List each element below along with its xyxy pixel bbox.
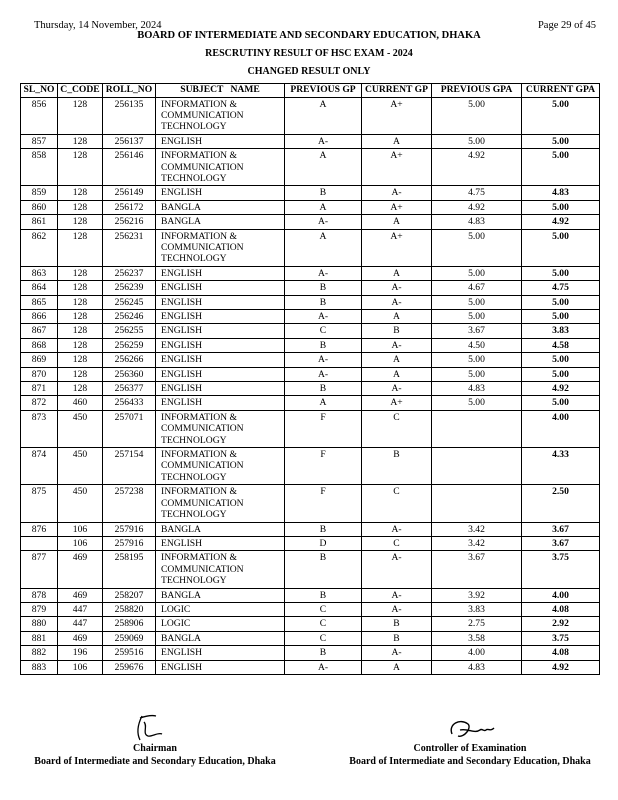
- table-row: [21, 485, 600, 522]
- table-row: [21, 588, 600, 602]
- c-code-cell: 128: [58, 382, 103, 396]
- c-code-cell: 128: [58, 215, 103, 229]
- previous-gp-cell: A-: [285, 215, 362, 229]
- table-row: [21, 200, 600, 214]
- current-gp-cell: A-: [362, 551, 432, 588]
- roll-no-cell: 256216: [103, 215, 156, 229]
- sl-no-cell: 868: [21, 338, 58, 352]
- previous-gpa-cell: 5.00: [432, 97, 522, 134]
- subject-cell: LOGIC: [156, 617, 285, 631]
- table-row: [21, 281, 600, 295]
- subject-cell: BANGLA: [156, 522, 285, 536]
- sl-no-cell: 863: [21, 266, 58, 280]
- previous-gp-cell: B: [285, 186, 362, 200]
- roll-no-cell: 257154: [103, 448, 156, 485]
- current-gp-cell: A-: [362, 588, 432, 602]
- roll-no-cell: 256377: [103, 382, 156, 396]
- roll-no-cell: 256266: [103, 353, 156, 367]
- c-code-cell: 469: [58, 551, 103, 588]
- table-row: [21, 97, 600, 134]
- subject-cell: INFORMATION & COMMUNICATION TECHNOLOGY: [156, 485, 285, 522]
- roll-no-cell: 258207: [103, 588, 156, 602]
- subject-cell: BANGLA: [156, 200, 285, 214]
- previous-gp-cell: A: [285, 396, 362, 410]
- previous-gp-cell: B: [285, 295, 362, 309]
- previous-gp-cell: A-: [285, 266, 362, 280]
- current-gp-cell: C: [362, 410, 432, 447]
- current-gp-cell: A: [362, 367, 432, 381]
- subject-cell: ENGLISH: [156, 186, 285, 200]
- current-gpa-cell: 5.00: [522, 295, 600, 309]
- current-gpa-cell: 4.08: [522, 646, 600, 660]
- current-gpa-cell: 4.33: [522, 448, 600, 485]
- c-code-cell: 106: [58, 522, 103, 536]
- previous-gpa-cell: 4.83: [432, 382, 522, 396]
- current-gp-cell: A+: [362, 396, 432, 410]
- current-gpa-cell: 4.08: [522, 602, 600, 616]
- sl-no-cell: 876: [21, 522, 58, 536]
- table-row: [21, 324, 600, 338]
- previous-gpa-cell: 5.00: [432, 266, 522, 280]
- previous-gp-cell: F: [285, 485, 362, 522]
- current-gp-cell: A+: [362, 149, 432, 186]
- subject-cell: ENGLISH: [156, 367, 285, 381]
- report-date: Thursday, 14 November, 2024: [34, 20, 162, 31]
- subject-cell: LOGIC: [156, 602, 285, 616]
- previous-gpa-cell: 4.83: [432, 215, 522, 229]
- current-gpa-cell: 5.00: [522, 229, 600, 266]
- previous-gp-cell: A: [285, 200, 362, 214]
- table-row: [21, 266, 600, 280]
- previous-gpa-cell: [432, 485, 522, 522]
- roll-no-cell: 256259: [103, 338, 156, 352]
- previous-gpa-cell: 4.00: [432, 646, 522, 660]
- table-row: [21, 631, 600, 645]
- subject-cell: INFORMATION & COMMUNICATION TECHNOLOGY: [156, 229, 285, 266]
- roll-no-cell: 259069: [103, 631, 156, 645]
- previous-gp-cell: B: [285, 522, 362, 536]
- c-code-cell: 128: [58, 97, 103, 134]
- roll-no-cell: 256245: [103, 295, 156, 309]
- table-row: [21, 338, 600, 352]
- subject-cell: INFORMATION & COMMUNICATION TECHNOLOGY: [156, 410, 285, 447]
- col-header-sl-no: SL_NO: [21, 84, 58, 98]
- roll-no-cell: 256172: [103, 200, 156, 214]
- current-gpa-cell: 5.00: [522, 353, 600, 367]
- subject-cell: BANGLA: [156, 215, 285, 229]
- previous-gpa-cell: 2.75: [432, 617, 522, 631]
- previous-gpa-cell: 3.58: [432, 631, 522, 645]
- current-gp-cell: B: [362, 617, 432, 631]
- previous-gpa-cell: 4.75: [432, 186, 522, 200]
- sl-no-cell: 875: [21, 485, 58, 522]
- current-gp-cell: A: [362, 660, 432, 674]
- previous-gpa-cell: 5.00: [432, 367, 522, 381]
- table-row: [21, 353, 600, 367]
- subject-cell: BANGLA: [156, 631, 285, 645]
- roll-no-cell: 256239: [103, 281, 156, 295]
- c-code-cell: 460: [58, 396, 103, 410]
- roll-no-cell: 256149: [103, 186, 156, 200]
- chairman-signature: [128, 712, 168, 744]
- previous-gpa-cell: 4.92: [432, 200, 522, 214]
- c-code-cell: 128: [58, 367, 103, 381]
- current-gpa-cell: 5.00: [522, 310, 600, 324]
- subject-cell: ENGLISH: [156, 396, 285, 410]
- chairman-block: [5, 742, 305, 768]
- current-gpa-cell: 3.75: [522, 551, 600, 588]
- subject-cell: ENGLISH: [156, 134, 285, 148]
- previous-gp-cell: A: [285, 97, 362, 134]
- current-gpa-cell: 3.67: [522, 522, 600, 536]
- roll-no-cell: 256146: [103, 149, 156, 186]
- c-code-cell: 128: [58, 338, 103, 352]
- col-header-c-code: C_CODE: [58, 84, 103, 98]
- col-header-current-gpa: CURRENT GPA: [522, 84, 600, 98]
- previous-gpa-cell: 4.83: [432, 660, 522, 674]
- col-header-subject-name: SUBJECT NAME: [156, 84, 285, 98]
- previous-gpa-cell: 3.83: [432, 602, 522, 616]
- current-gpa-cell: 3.67: [522, 536, 600, 550]
- previous-gpa-cell: 5.00: [432, 396, 522, 410]
- current-gp-cell: A-: [362, 646, 432, 660]
- exam-title: RESCRUTINY RESULT OF HSC EXAM - 2024: [205, 48, 413, 59]
- previous-gpa-cell: 3.42: [432, 522, 522, 536]
- previous-gpa-cell: 3.67: [432, 324, 522, 338]
- current-gp-cell: A: [362, 266, 432, 280]
- previous-gp-cell: A: [285, 149, 362, 186]
- subject-cell: ENGLISH: [156, 382, 285, 396]
- col-header-previous-gpa: PREVIOUS GPA: [432, 84, 522, 98]
- subject-cell: ENGLISH: [156, 266, 285, 280]
- sl-no-cell: 867: [21, 324, 58, 338]
- subject-cell: ENGLISH: [156, 281, 285, 295]
- roll-no-cell: 256246: [103, 310, 156, 324]
- previous-gpa-cell: 3.42: [432, 536, 522, 550]
- current-gpa-cell: 4.92: [522, 660, 600, 674]
- sl-no-cell: 878: [21, 588, 58, 602]
- table-row: [21, 522, 600, 536]
- c-code-cell: 447: [58, 602, 103, 616]
- previous-gp-cell: A-: [285, 660, 362, 674]
- subject-cell: ENGLISH: [156, 536, 285, 550]
- sl-no-cell: 858: [21, 149, 58, 186]
- previous-gp-cell: B: [285, 382, 362, 396]
- board-title: BOARD OF INTERMEDIATE AND SECONDARY EDUCATION, DHAKA: [137, 30, 481, 41]
- c-code-cell: 128: [58, 266, 103, 280]
- controller-signature: [446, 716, 498, 744]
- roll-no-cell: 257916: [103, 536, 156, 550]
- roll-no-cell: 258820: [103, 602, 156, 616]
- previous-gpa-cell: 3.67: [432, 551, 522, 588]
- sl-no-cell: 869: [21, 353, 58, 367]
- c-code-cell: 196: [58, 646, 103, 660]
- subject-cell: BANGLA: [156, 588, 285, 602]
- sl-no-cell: 860: [21, 200, 58, 214]
- current-gpa-cell: 3.83: [522, 324, 600, 338]
- sl-no-cell: 883: [21, 660, 58, 674]
- current-gp-cell: A-: [362, 382, 432, 396]
- current-gpa-cell: 2.50: [522, 485, 600, 522]
- c-code-cell: 128: [58, 134, 103, 148]
- table-row: [21, 602, 600, 616]
- c-code-cell: 128: [58, 310, 103, 324]
- previous-gpa-cell: 5.00: [432, 353, 522, 367]
- current-gpa-cell: 4.92: [522, 382, 600, 396]
- table-row: [21, 215, 600, 229]
- current-gpa-cell: 5.00: [522, 266, 600, 280]
- current-gp-cell: A-: [362, 186, 432, 200]
- sl-no-cell: 866: [21, 310, 58, 324]
- roll-no-cell: 258906: [103, 617, 156, 631]
- table-row: [21, 367, 600, 381]
- previous-gp-cell: F: [285, 410, 362, 447]
- current-gpa-cell: 5.00: [522, 149, 600, 186]
- sl-no-cell: 865: [21, 295, 58, 309]
- table-row: [21, 229, 600, 266]
- roll-no-cell: 257916: [103, 522, 156, 536]
- table-row: [21, 134, 600, 148]
- current-gp-cell: C: [362, 536, 432, 550]
- page-number: Page 29 of 45: [537, 20, 596, 31]
- sl-no-cell: 857: [21, 134, 58, 148]
- c-code-cell: 128: [58, 353, 103, 367]
- sl-no-cell: 859: [21, 186, 58, 200]
- table-header-row: [21, 84, 600, 98]
- roll-no-cell: 257238: [103, 485, 156, 522]
- current-gpa-cell: 4.92: [522, 215, 600, 229]
- sl-no-cell: 862: [21, 229, 58, 266]
- c-code-cell: 106: [58, 536, 103, 550]
- col-header-previous-gp: PREVIOUS GP: [285, 84, 362, 98]
- current-gp-cell: A+: [362, 200, 432, 214]
- c-code-cell: 469: [58, 588, 103, 602]
- c-code-cell: 447: [58, 617, 103, 631]
- current-gpa-cell: 5.00: [522, 97, 600, 134]
- subject-cell: INFORMATION & COMMUNICATION TECHNOLOGY: [156, 149, 285, 186]
- c-code-cell: 128: [58, 295, 103, 309]
- c-code-cell: 106: [58, 660, 103, 674]
- c-code-cell: 128: [58, 200, 103, 214]
- table-row: [21, 617, 600, 631]
- roll-no-cell: 256237: [103, 266, 156, 280]
- sl-no-cell: 856: [21, 97, 58, 134]
- subject-cell: ENGLISH: [156, 295, 285, 309]
- current-gp-cell: A-: [362, 602, 432, 616]
- previous-gpa-cell: 3.92: [432, 588, 522, 602]
- sl-no-cell: 879: [21, 602, 58, 616]
- sl-no-cell: 881: [21, 631, 58, 645]
- previous-gpa-cell: 5.00: [432, 310, 522, 324]
- current-gpa-cell: 2.92: [522, 617, 600, 631]
- subject-cell: ENGLISH: [156, 660, 285, 674]
- controller-block: [320, 742, 618, 768]
- chairman-title: Chairman: [133, 743, 177, 754]
- sl-no-cell: 882: [21, 646, 58, 660]
- previous-gp-cell: C: [285, 617, 362, 631]
- table-row: [21, 536, 600, 550]
- current-gpa-cell: 3.75: [522, 631, 600, 645]
- previous-gp-cell: C: [285, 631, 362, 645]
- sl-no-cell: 861: [21, 215, 58, 229]
- previous-gp-cell: B: [285, 338, 362, 352]
- subject-cell: INFORMATION & COMMUNICATION TECHNOLOGY: [156, 97, 285, 134]
- current-gp-cell: A-: [362, 338, 432, 352]
- subject-cell: INFORMATION & COMMUNICATION TECHNOLOGY: [156, 448, 285, 485]
- table-row: [21, 410, 600, 447]
- col-header-current-gp: CURRENT GP: [362, 84, 432, 98]
- subject-cell: ENGLISH: [156, 646, 285, 660]
- result-table: [20, 83, 600, 675]
- previous-gpa-cell: [432, 410, 522, 447]
- roll-no-cell: 259676: [103, 660, 156, 674]
- previous-gpa-cell: 5.00: [432, 295, 522, 309]
- current-gpa-cell: 4.00: [522, 410, 600, 447]
- previous-gp-cell: B: [285, 551, 362, 588]
- previous-gpa-cell: 5.00: [432, 134, 522, 148]
- roll-no-cell: 256231: [103, 229, 156, 266]
- current-gp-cell: B: [362, 631, 432, 645]
- previous-gp-cell: B: [285, 588, 362, 602]
- chairman-org: Board of Intermediate and Secondary Education, Dhaka: [34, 756, 276, 767]
- table-row: [21, 396, 600, 410]
- current-gpa-cell: 4.75: [522, 281, 600, 295]
- current-gp-cell: A+: [362, 97, 432, 134]
- previous-gp-cell: B: [285, 646, 362, 660]
- current-gp-cell: B: [362, 324, 432, 338]
- current-gp-cell: A: [362, 215, 432, 229]
- col-header-roll-no: ROLL_NO: [103, 84, 156, 98]
- previous-gp-cell: C: [285, 602, 362, 616]
- current-gp-cell: A: [362, 310, 432, 324]
- c-code-cell: 450: [58, 448, 103, 485]
- c-code-cell: 128: [58, 281, 103, 295]
- controller-org: Board of Intermediate and Secondary Education, Dhaka: [349, 756, 591, 767]
- c-code-cell: 128: [58, 149, 103, 186]
- c-code-cell: 469: [58, 631, 103, 645]
- sl-no-cell: 864: [21, 281, 58, 295]
- current-gp-cell: A+: [362, 229, 432, 266]
- previous-gpa-cell: 5.00: [432, 229, 522, 266]
- previous-gp-cell: B: [285, 281, 362, 295]
- sl-no-cell: 880: [21, 617, 58, 631]
- previous-gp-cell: F: [285, 448, 362, 485]
- sl-no-cell: 870: [21, 367, 58, 381]
- previous-gpa-cell: 4.50: [432, 338, 522, 352]
- roll-no-cell: 256255: [103, 324, 156, 338]
- roll-no-cell: 256137: [103, 134, 156, 148]
- table-row: [21, 646, 600, 660]
- report-subtitle: CHANGED RESULT ONLY: [247, 66, 371, 77]
- current-gp-cell: A-: [362, 281, 432, 295]
- sl-no-cell: 872: [21, 396, 58, 410]
- subject-cell: ENGLISH: [156, 310, 285, 324]
- previous-gpa-cell: [432, 448, 522, 485]
- roll-no-cell: 256135: [103, 97, 156, 134]
- sl-no-cell: 873: [21, 410, 58, 447]
- sl-no-cell: 871: [21, 382, 58, 396]
- subject-cell: ENGLISH: [156, 324, 285, 338]
- table-body: [21, 97, 600, 674]
- previous-gp-cell: C: [285, 324, 362, 338]
- table-row: [21, 310, 600, 324]
- current-gp-cell: A: [362, 353, 432, 367]
- subject-cell: INFORMATION & COMMUNICATION TECHNOLOGY: [156, 551, 285, 588]
- current-gp-cell: C: [362, 485, 432, 522]
- current-gp-cell: B: [362, 448, 432, 485]
- controller-title: Controller of Examination: [413, 743, 527, 754]
- table-row: [21, 448, 600, 485]
- table-row: [21, 382, 600, 396]
- previous-gp-cell: A: [285, 229, 362, 266]
- current-gpa-cell: 4.00: [522, 588, 600, 602]
- table-row: [21, 551, 600, 588]
- previous-gpa-cell: 4.67: [432, 281, 522, 295]
- previous-gp-cell: D: [285, 536, 362, 550]
- roll-no-cell: 259516: [103, 646, 156, 660]
- roll-no-cell: 256433: [103, 396, 156, 410]
- sl-no-cell: [21, 536, 58, 550]
- current-gpa-cell: 4.58: [522, 338, 600, 352]
- current-gpa-cell: 5.00: [522, 134, 600, 148]
- previous-gpa-cell: 4.92: [432, 149, 522, 186]
- c-code-cell: 128: [58, 324, 103, 338]
- current-gp-cell: A-: [362, 522, 432, 536]
- current-gp-cell: A: [362, 134, 432, 148]
- table-row: [21, 186, 600, 200]
- table-row: [21, 295, 600, 309]
- c-code-cell: 450: [58, 485, 103, 522]
- roll-no-cell: 256360: [103, 367, 156, 381]
- previous-gp-cell: A-: [285, 353, 362, 367]
- sl-no-cell: 874: [21, 448, 58, 485]
- current-gpa-cell: 5.00: [522, 200, 600, 214]
- previous-gp-cell: A-: [285, 310, 362, 324]
- current-gp-cell: A-: [362, 295, 432, 309]
- c-code-cell: 128: [58, 229, 103, 266]
- subject-cell: ENGLISH: [156, 353, 285, 367]
- current-gpa-cell: 5.00: [522, 396, 600, 410]
- previous-gp-cell: A-: [285, 134, 362, 148]
- previous-gp-cell: A-: [285, 367, 362, 381]
- roll-no-cell: 257071: [103, 410, 156, 447]
- subject-cell: ENGLISH: [156, 338, 285, 352]
- current-gpa-cell: 4.83: [522, 186, 600, 200]
- sl-no-cell: 877: [21, 551, 58, 588]
- table-row: [21, 660, 600, 674]
- current-gpa-cell: 5.00: [522, 367, 600, 381]
- c-code-cell: 128: [58, 186, 103, 200]
- c-code-cell: 450: [58, 410, 103, 447]
- table-row: [21, 149, 600, 186]
- roll-no-cell: 258195: [103, 551, 156, 588]
